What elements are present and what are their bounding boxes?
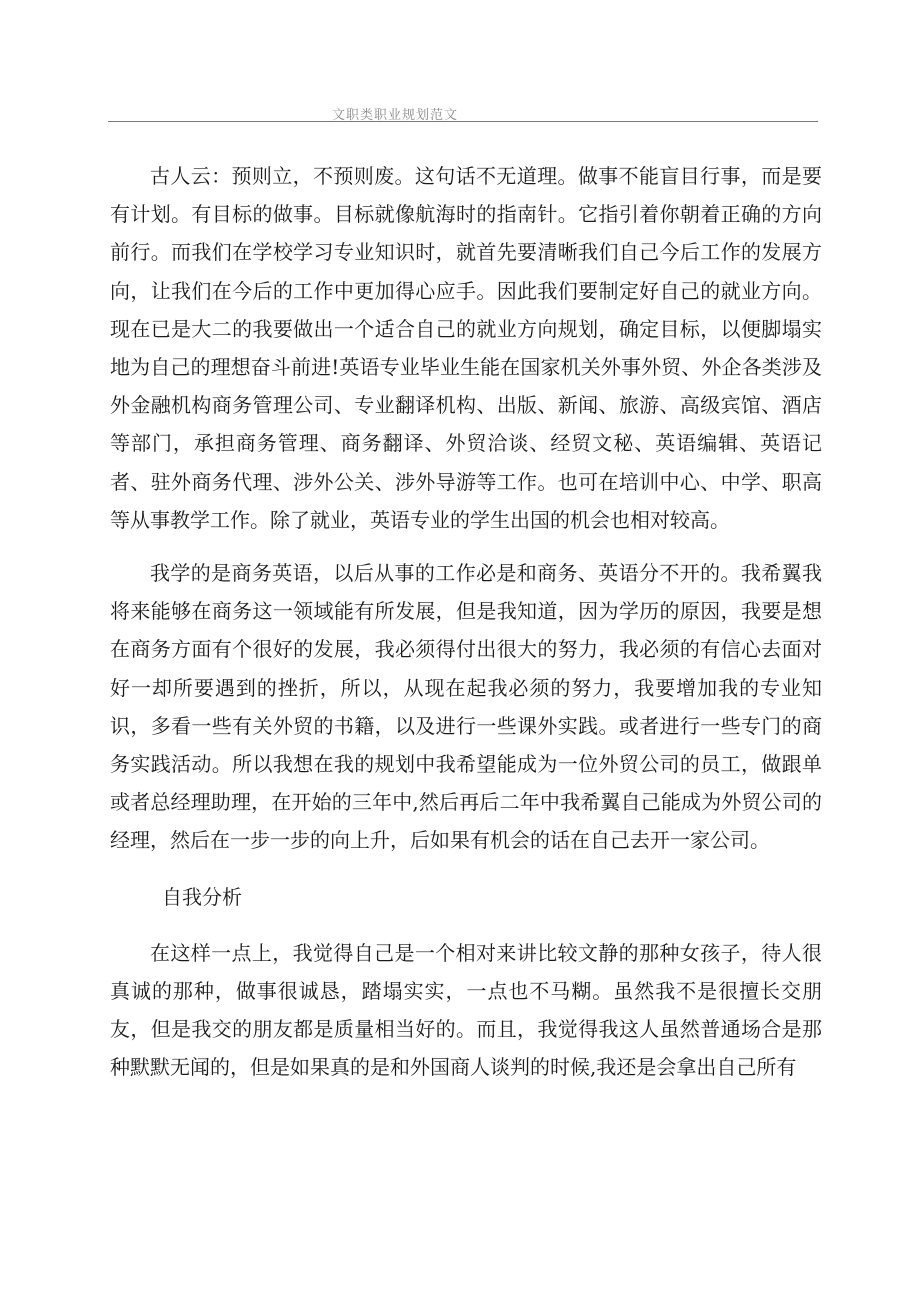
document-body [110, 157, 822, 1086]
paragraph-intro: 古人云：预则立，不预则废。这句话不无道理。做事不能盲目行事，而是要有计划。有目标的做事。目标就像航海时的指南针。它指引着你朝着正确的方向前行。而我们在学校学习专业知识时，就首先要清晰我们自己今后工作的发展方向，让我们在今后的工作中更加得心应手。因此我们要制定好自己的就业方向。现在已是大二的我要做出一个适合自己的就业方向规划，确定目标，以便脚塌实地为自己的理想奋斗前进!英语专业毕业生能在国家机关外事外贸、外企各类涉及外金融机构商务管理公司、专业翻译机构、出版、新闻、旅游、高级宾馆、酒店等部门，承担商务管理、商务翻译、外贸洽谈、经贸文秘、英语编辑、英语记者、驻外商务代理、涉外公关、涉外导游等工作。也可在培训中心、中学、职高等从事教学工作。除了就业，英语专业的学生出国的机会也相对较高。 [110, 164, 822, 532]
running-header: 文职类职业规划范文 [332, 108, 459, 123]
paragraph-career-plan: 我学的是商务英语，以后从事的工作必是和商务、英语分不开的。我希翼我将来能够在商务这一领域能有所发展，但是我知道，因为学历的原因，我要是想在商务方面有个很好的发展，我必须得付出很大的努力，我必须的有信心去面对好一却所要遇到的挫折，所以，从现在起我必须的努力，我要增加我的专业知识，多看一些有关外贸的书籍，以及进行一些课外实践。或者进行一些专门的商务实践活动。所以我想在我的规划中我希望能成为一位外贸公司的员工，做跟单或者总经理助理，在开始的三年中,然后再后二年中我希翼自己能成为外贸公司的经理，然后在一步一步的向上升，后如果有机会的话在自己去开一家公司。 [110, 561, 822, 853]
section-heading: 自我分析 [162, 884, 242, 909]
paragraph-self-analysis: 在这样一点上，我觉得自己是一个相对来讲比较文静的那种女孩子，待人很真诚的那种，做事很诚恳，踏塌实实，一点也不马糊。虽然我不是很擅长交朋友，但是我交的朋友都是质量相当好的。而且，我觉得我这人虽然普通场合是那种默默无闻的，但是如果真的是和外国商人谈判的时候,我还是会拿出自己所有 [110, 940, 822, 1080]
header-rule [108, 121, 818, 122]
